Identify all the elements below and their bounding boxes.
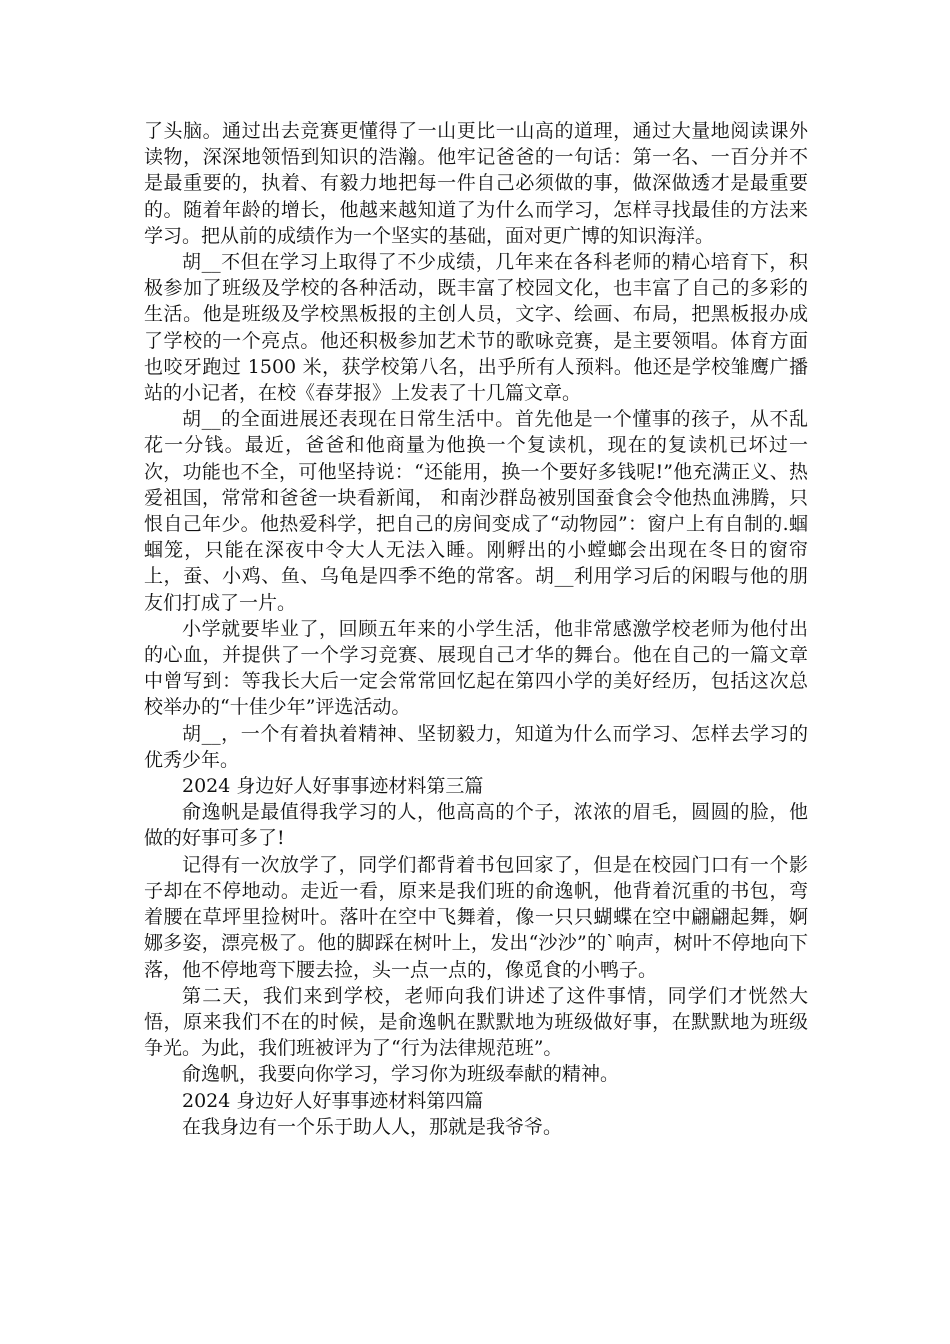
section-heading: 2024 身边好人好事事迹材料第三篇 bbox=[182, 775, 484, 798]
paragraph: 记得有一次放学了，同学们都背着书包回家了，但是在校园门口有一个影子却在不停地动。走近一看，原来是我们班的俞逸帆，他背着沉重的书包，弯着腰在草坪里捡树叶。落叶在空中飞舞着，像一只只蝴蝶在空中翩翩起舞，婀娜多姿，漂亮极了。他的脚踩在树叶上，发出“沙沙”的`响声，树叶不停地向下落，他不停地弯下腰去捡，头一点一点的，像觅食的小鸭子。 bbox=[144, 853, 808, 981]
paragraph: 了头脑。通过出去竞赛更懂得了一山更比一山高的道理，通过大量地阅读课外读物，深深地领悟到知识的浩瀚。他牢记爸爸的一句话：第一名、一百分并不是最重要的，执着、有毅力地把每一件自己必须做的事，做深做透才是最重要的。随着年龄的增长，他越来越知道了为什么而学习，怎样寻找最佳的方法来学习。把从前的成绩作为一个坚实的基础，面对更广博的知识海洋。 bbox=[144, 120, 808, 247]
paragraph: 第二天，我们来到学校，老师向我们讲述了这件事情，同学们才恍然大悟，原来我们不在的时候，是俞逸帆在默默地为班级做好事，在默默地为班级争光。为此，我们班被评为了“行为法律规范班”。 bbox=[144, 984, 808, 1060]
paragraph: 胡__，一个有着执着精神、坚韧毅力，知道为什么而学习、怎样去学习的优秀少年。 bbox=[144, 722, 808, 771]
paragraph: 胡__不但在学习上取得了不少成绩，几年来在各科老师的精心培育下，积极参加了班级及学校的各种活动，既丰富了校园文化，也丰富了自己的多彩的生活。他是班级及学校黑板报的主创人员，文字、绘画、布局，把黑板报办成了学校的一个亮点。他还积极参加艺术节的歌咏竞赛，是主要领唱。体育方面也咬牙跑过 1500 米，获学校第八名，出乎所有人预料。他还是学校雏鹰广播站的小记者，在校《春芽报》上发表了十几篇文章。 bbox=[144, 251, 808, 405]
section-heading: 2024 身边好人好事事迹材料第四篇 bbox=[182, 1089, 484, 1112]
paragraph: 俞逸帆，我要向你学习，学习你为班级奉献的精神。 bbox=[182, 1063, 620, 1086]
paragraph: 小学就要毕业了，回顾五年来的小学生活，他非常感激学校老师为他付出的心血，并提供了一个学习竞赛、展现自己才华的舞台。他在自己的一篇文章中曾写到：等我长大后一定会常常回忆起在第四小学的美好经历，包括这次总校举办的“十佳少年”评选活动。 bbox=[144, 617, 808, 719]
paragraph: 俞逸帆是最值得我学习的人，他高高的个子，浓浓的眉毛，圆圆的脸，他做的好事可多了! bbox=[144, 801, 808, 850]
paragraph: 胡__的全面进展还表现在日常生活中。首先他是一个懂事的孩子，从不乱花一分钱。最近，爸爸和他商量为他换一个复读机，现在的复读机已坏过一次，功能也不全，可他坚持说：“还能用，换一个要好多钱呢!”他充满正义、热爱祖国，常常和爸爸一块看新闻， 和南沙群岛被别国蚕食会令他热血沸腾，只恨自己年少。他热爱科学，把自己的房间变成了“动物园”：窗户上有自制的.蝈蝈笼，只能在深夜中令大人无法入睡。刚孵出的小螳螂会出现在冬日的窗帘上，蚕、小鸡、鱼、乌龟是四季不绝的常客。胡__利用学习后的闲暇与他的朋友们打成了一片。 bbox=[144, 408, 808, 614]
document-body bbox=[144, 118, 808, 1140]
paragraph: 在我身边有一个乐于助人人，那就是我爷爷。 bbox=[182, 1115, 563, 1138]
